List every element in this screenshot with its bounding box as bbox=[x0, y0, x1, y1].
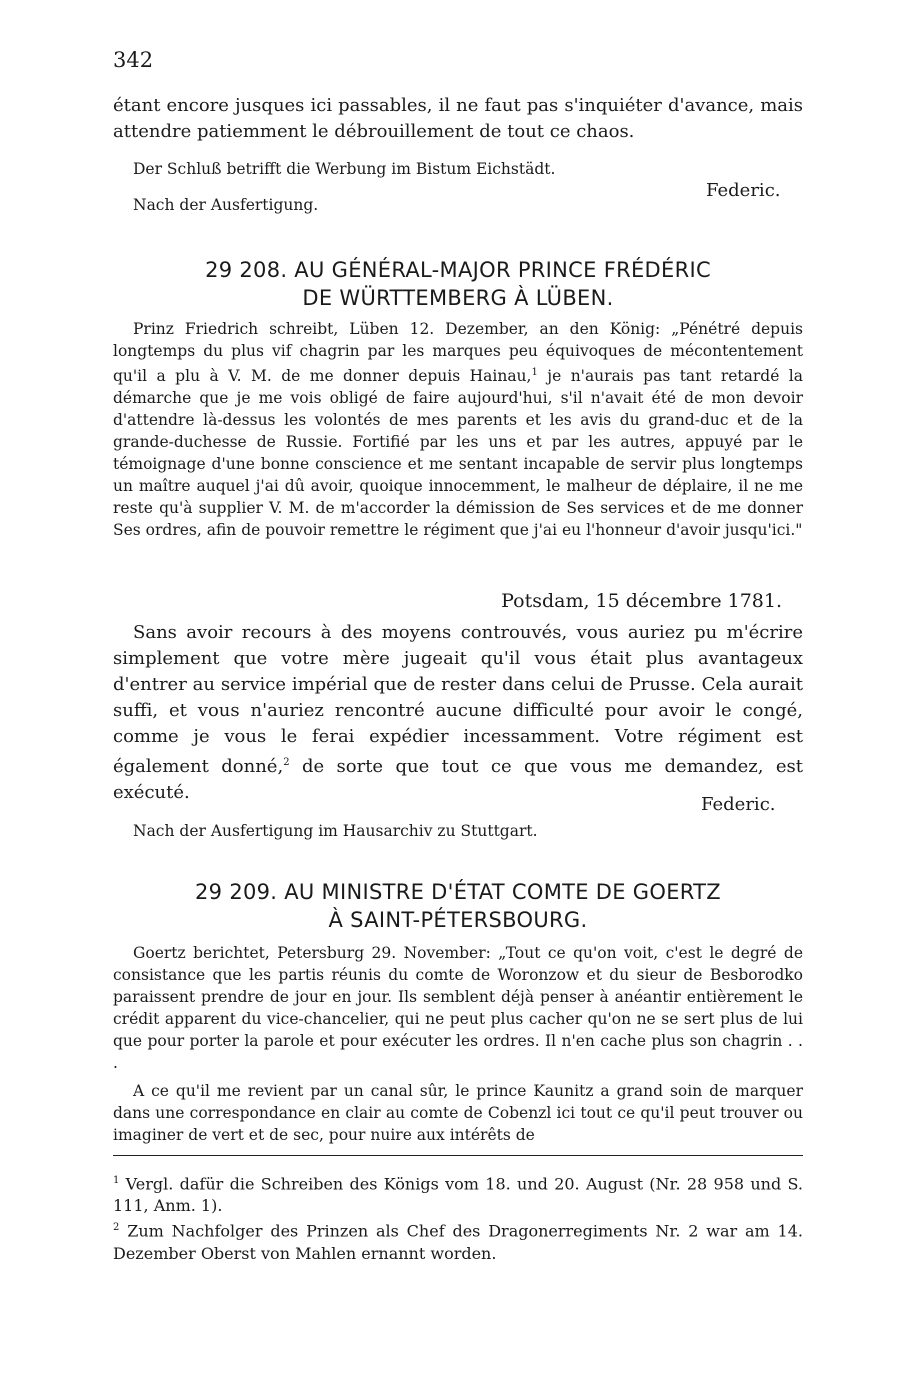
footnote bbox=[113, 1217, 803, 1264]
letter-heading bbox=[113, 878, 803, 934]
footnotes bbox=[113, 1170, 803, 1265]
heading-line: 29 208. AU GÉNÉRAL-MAJOR PRINCE FRÉDÉRIC bbox=[205, 258, 711, 282]
summary-text: je n'aurais pas tant retardé la démarche que je me vois obligé de faire aujourd'hui, s'il n'avait été de mon devoir d'attendre là-dessus les volontés de mes parents et les avis du grand-duc et de la grande-duchesse de Russie. Fortifié par les uns et par les autres, appuyé par le témoignage d'une bonne conscience et me sentant incapable de servir plus longtemps un maître auquel j'ai dû avoir, quoique innocemment, le malheur de déplaire, il ne me reste qu'à supplier V. M. de m'accorder la démission de Ses services et de me donner Ses ordres, afin de pouvoir remettre le régiment que j'ai eu l'honneur d'avoir jusqu'ici." bbox=[113, 367, 804, 540]
letter-summary bbox=[113, 318, 803, 541]
dateline: Potsdam, 15 décembre 1781. bbox=[501, 590, 782, 612]
source-note: Nach der Ausfertigung. bbox=[133, 196, 319, 214]
page-number: 342 bbox=[113, 48, 154, 72]
body-text: Sans avoir recours à des moyens controuvés, vous auriez pu m'écrire simplement que votre mère jugeait qu'il vous était plus avantageux d'entrer au service impérial que de rester dans celui de Prusse. Cela aurait suffi, et vous n'auriez rencontré aucune difficulté pour avoir le congé, comme je vous le ferai expédier incessamment. Votre régiment est également donné, bbox=[113, 622, 803, 777]
heading-line: DE WÜRTTEMBERG À LÜBEN. bbox=[302, 286, 614, 310]
footnote-mark: 2 bbox=[113, 1222, 120, 1234]
signature: Federic. bbox=[701, 794, 776, 815]
footnote-ref: 1 bbox=[531, 367, 538, 378]
note-text: Der Schluß betrifft die Werbung im Bistum Eichstädt. bbox=[133, 160, 556, 178]
footnote bbox=[113, 1170, 803, 1217]
letter-summary: A ce qu'il me revient par un canal sûr, le prince Kaunitz a grand soin de marquer dans une correspondance en clair au comte de Cobenzl ici tout ce qu'il peut trouver ou imaginer de vert et de sec, pour nuire aux intérêts de bbox=[113, 1082, 803, 1144]
source-note: Nach der Ausfertigung im Hausarchiv zu Stuttgart. bbox=[133, 822, 538, 840]
continuation-text: étant encore jusques ici passables, il ne faut pas s'inquiéter d'avance, mais attendre patiemment le débrouillement de tout ce chaos. bbox=[113, 95, 803, 142]
letter-summary: Goertz berichtet, Petersburg 29. November: „Tout ce qu'on voit, c'est le degré de consistance que les partis réunis du comte de Woronzow et du sieur de Besborodko paraissent prendre de jour en jour. Ils semblent déjà penser à anéantir entièrement le crédit apparent du vice-chancelier, qui ne peut plus cacher qu'on ne se sert plus de lui que pour porter la parole et pour exécuter les ordres. Il n'en cache plus son chagrin . . . bbox=[113, 944, 803, 1072]
summary-text: Prinz Friedrich schreibt, Lüben 12. Dezember, an den König: „Pénétré depuis longtemps du plus vif chagrin par les marques peu équivoques de mécontentement qu'il a plu à V. M. de me donner depuis Hainau, bbox=[113, 320, 803, 386]
signature: Federic. bbox=[706, 180, 781, 201]
heading-line: À SAINT-PÉTERSBOURG. bbox=[328, 908, 588, 932]
heading-line: 29 209. AU MINISTRE D'ÉTAT COMTE DE GOERTZ bbox=[195, 880, 721, 904]
footnote-text: Vergl. dafür die Schreiben des Königs vom 18. und 20. August (Nr. 28 958 und S. 111, Anm. 1). bbox=[113, 1174, 803, 1216]
footnote-divider bbox=[113, 1155, 803, 1156]
letter-body bbox=[113, 620, 803, 806]
footnote-text: Zum Nachfolger des Prinzen als Chef des Dragonerregiments Nr. 2 war am 14. Dezember Oberst von Mahlen ernannt worden. bbox=[113, 1221, 803, 1263]
footnote-mark: 1 bbox=[113, 1175, 120, 1186]
letter-heading bbox=[113, 256, 803, 312]
footnote-ref: 2 bbox=[283, 757, 290, 768]
body-text: de sorte que tout ce que vous me demandez, est exécuté. bbox=[113, 756, 804, 803]
